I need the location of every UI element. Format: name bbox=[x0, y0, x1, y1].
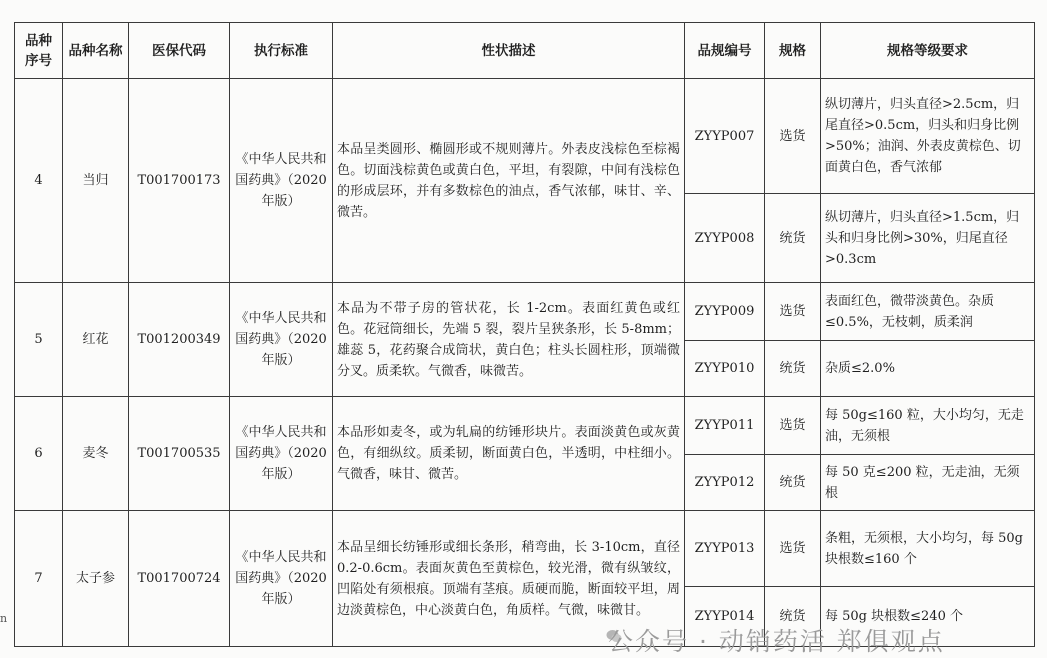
cell-grade: 统货 bbox=[765, 455, 821, 511]
cell-standard: 《中华人民共和国药典》（2020 年版） bbox=[230, 511, 333, 647]
cell-code: T001700535 bbox=[129, 397, 230, 511]
cell-spec-no: ZYYP010 bbox=[685, 341, 765, 397]
header-grade: 规格 bbox=[765, 23, 821, 79]
cell-standard: 《中华人民共和国药典》（2020 年版） bbox=[230, 397, 333, 511]
header-desc: 性状描述 bbox=[333, 23, 685, 79]
cell-grade: 统货 bbox=[765, 341, 821, 397]
cell-standard: 《中华人民共和国药典》（2020 年版） bbox=[230, 79, 333, 283]
table-row bbox=[15, 511, 1035, 587]
cell-code: T001700173 bbox=[129, 79, 230, 283]
cell-req: 纵切薄片，归头直径>2.5cm，归尾直径>0.5cm，归头和归身比例>50%；油润、外表皮黄棕色、切面黄白色，香气浓郁 bbox=[821, 79, 1035, 194]
cell-name: 麦冬 bbox=[63, 397, 129, 511]
header-seq: 品种序号 bbox=[15, 23, 63, 79]
cell-req: 条粗，无须根，大小均匀，每 50g 块根数≤160 个 bbox=[821, 511, 1035, 587]
cell-name: 当归 bbox=[63, 79, 129, 283]
edge-mark: n bbox=[0, 612, 8, 625]
cell-code: T001200349 bbox=[129, 283, 230, 397]
header-standard: 执行标准 bbox=[230, 23, 333, 79]
cell-seq: 7 bbox=[15, 511, 63, 647]
cell-desc: 本品为不带子房的管状花，长 1-2cm。表面红黄色或红色。花冠筒细长，先端 5 裂，裂片呈狭条形，长 5-8mm；雄蕊 5，花药聚合成筒状，黄白色；柱头长圆柱形，顶端微分叉。质柔软。气微香，味微苦。 bbox=[333, 283, 685, 397]
watermark: 公众号 · 动销药活 郑俱观点 bbox=[608, 627, 945, 656]
cell-grade: 统货 bbox=[765, 587, 821, 647]
cell-spec-no: ZYYP008 bbox=[685, 194, 765, 283]
cell-spec-no: ZYYP014 bbox=[685, 587, 765, 647]
cell-seq: 6 bbox=[15, 397, 63, 511]
cell-seq: 5 bbox=[15, 283, 63, 397]
cell-code: T001700724 bbox=[129, 511, 230, 647]
cell-name: 红花 bbox=[63, 283, 129, 397]
cell-req: 每 50g≤160 粒，大小均匀，无走油，无须根 bbox=[821, 397, 1035, 455]
cell-spec-no: ZYYP011 bbox=[685, 397, 765, 455]
cell-desc: 本品呈细长纺锤形或细长条形，稍弯曲，长 3-10cm，直径 0.2-0.6cm。表面灰黄色至黄棕色，较光滑，微有纵皱纹，凹陷处有须根痕。顶端有茎痕。质硬而脆，断面较平坦，周边淡黄棕色，中心淡黄白色，角质样。气微，味微甘。 bbox=[333, 511, 685, 647]
cell-req: 表面红色，微带淡黄色。杂质≤0.5%，无枝刺，质柔润 bbox=[821, 283, 1035, 341]
cell-seq: 4 bbox=[15, 79, 63, 283]
table-row bbox=[15, 283, 1035, 341]
cell-spec-no: ZYYP007 bbox=[685, 79, 765, 194]
header-row bbox=[15, 23, 1035, 79]
cell-spec-no: ZYYP009 bbox=[685, 283, 765, 341]
spec-table bbox=[14, 22, 1035, 647]
cell-grade: 统货 bbox=[765, 194, 821, 283]
cell-grade: 选货 bbox=[765, 283, 821, 341]
header-name: 品种名称 bbox=[63, 23, 129, 79]
cell-desc: 本品形如麦冬，或为轧扁的纺锤形块片。表面淡黄色或灰黄色，有细纵纹。质柔韧，断面黄白色，半透明，中柱细小。气微香，味甘、微苦。 bbox=[333, 397, 685, 511]
cell-standard: 《中华人民共和国药典》（2020 年版） bbox=[230, 283, 333, 397]
cell-grade: 选货 bbox=[765, 79, 821, 194]
cell-spec-no: ZYYP012 bbox=[685, 455, 765, 511]
table-row bbox=[15, 79, 1035, 194]
header-code: 医保代码 bbox=[129, 23, 230, 79]
cell-grade: 选货 bbox=[765, 397, 821, 455]
cell-grade: 选货 bbox=[765, 511, 821, 587]
cell-name: 太子参 bbox=[63, 511, 129, 647]
cell-spec-no: ZYYP013 bbox=[685, 511, 765, 587]
table-row bbox=[15, 397, 1035, 455]
cell-req: 每 50g 块根数≤240 个 bbox=[821, 587, 1035, 647]
header-spec-no: 品规编号 bbox=[685, 23, 765, 79]
cell-req: 每 50 克≤200 粒，无走油，无须根 bbox=[821, 455, 1035, 511]
cell-req: 纵切薄片，归头直径>1.5cm，归头和归身比例>30%，归尾直径>0.3cm bbox=[821, 194, 1035, 283]
cell-req: 杂质≤2.0% bbox=[821, 341, 1035, 397]
header-req: 规格等级要求 bbox=[821, 23, 1035, 79]
cell-desc: 本品呈类圆形、椭圆形或不规则薄片。外表皮浅棕色至棕褐色。切面浅棕黄色或黄白色，平坦，有裂隙，中间有浅棕色的形成层环，并有多数棕色的油点，香气浓郁，味甘、辛、微苦。 bbox=[333, 79, 685, 283]
